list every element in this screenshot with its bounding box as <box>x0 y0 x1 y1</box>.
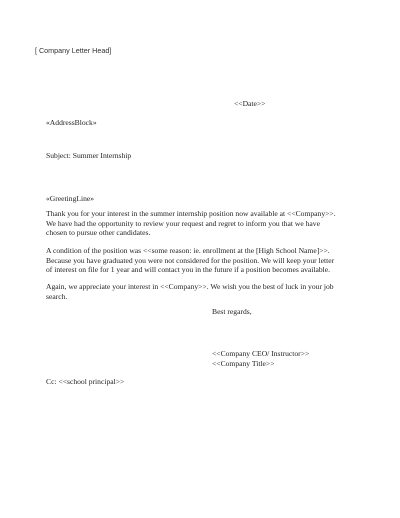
company-letterhead: [ Company Letter Head] <box>35 46 112 55</box>
paragraph-line: Thank you for your interest in the summer internship position now available at <<Company>>. <box>46 209 336 218</box>
paragraph-rejection <box>46 209 376 238</box>
address-block: «AddressBlock» <box>46 118 97 127</box>
greeting-line: «GreetingLine» <box>46 194 95 203</box>
paragraph-closing-remarks <box>46 282 376 301</box>
signature-name: <<Company CEO/ Instructor>> <box>212 349 310 358</box>
signature-title: <<Company Title>> <box>212 359 275 368</box>
letter-date: <<Date>> <box>234 99 266 108</box>
letter-subject: Subject: Summer Internship <box>46 151 132 160</box>
paragraph-line: search. <box>46 291 68 301</box>
paragraph-line: chosen to pursue other candidates. <box>46 228 151 238</box>
paragraph-line: Because you have graduated you were not considered for the position. We will keep your letter <box>46 255 335 265</box>
paragraph-line: Again, we appreciate your interest in <<Company>>. We wish you the best of luck in your job <box>46 282 334 291</box>
paragraph-line: of interest on file for 1 year and will contact you in the future if a position becomes available. <box>46 265 331 275</box>
paragraph-line: We have had the opportunity to review your request and regret to inform you that we have <box>46 218 320 228</box>
letter-closing: Best regards, <box>212 307 252 316</box>
paragraph-condition <box>46 246 376 275</box>
carbon-copy-line: Cc: <<school principal>> <box>46 377 125 386</box>
paragraph-line: A condition of the position was <<some reason: ie. enrollment at the [High School Name]>>. <box>46 246 330 255</box>
